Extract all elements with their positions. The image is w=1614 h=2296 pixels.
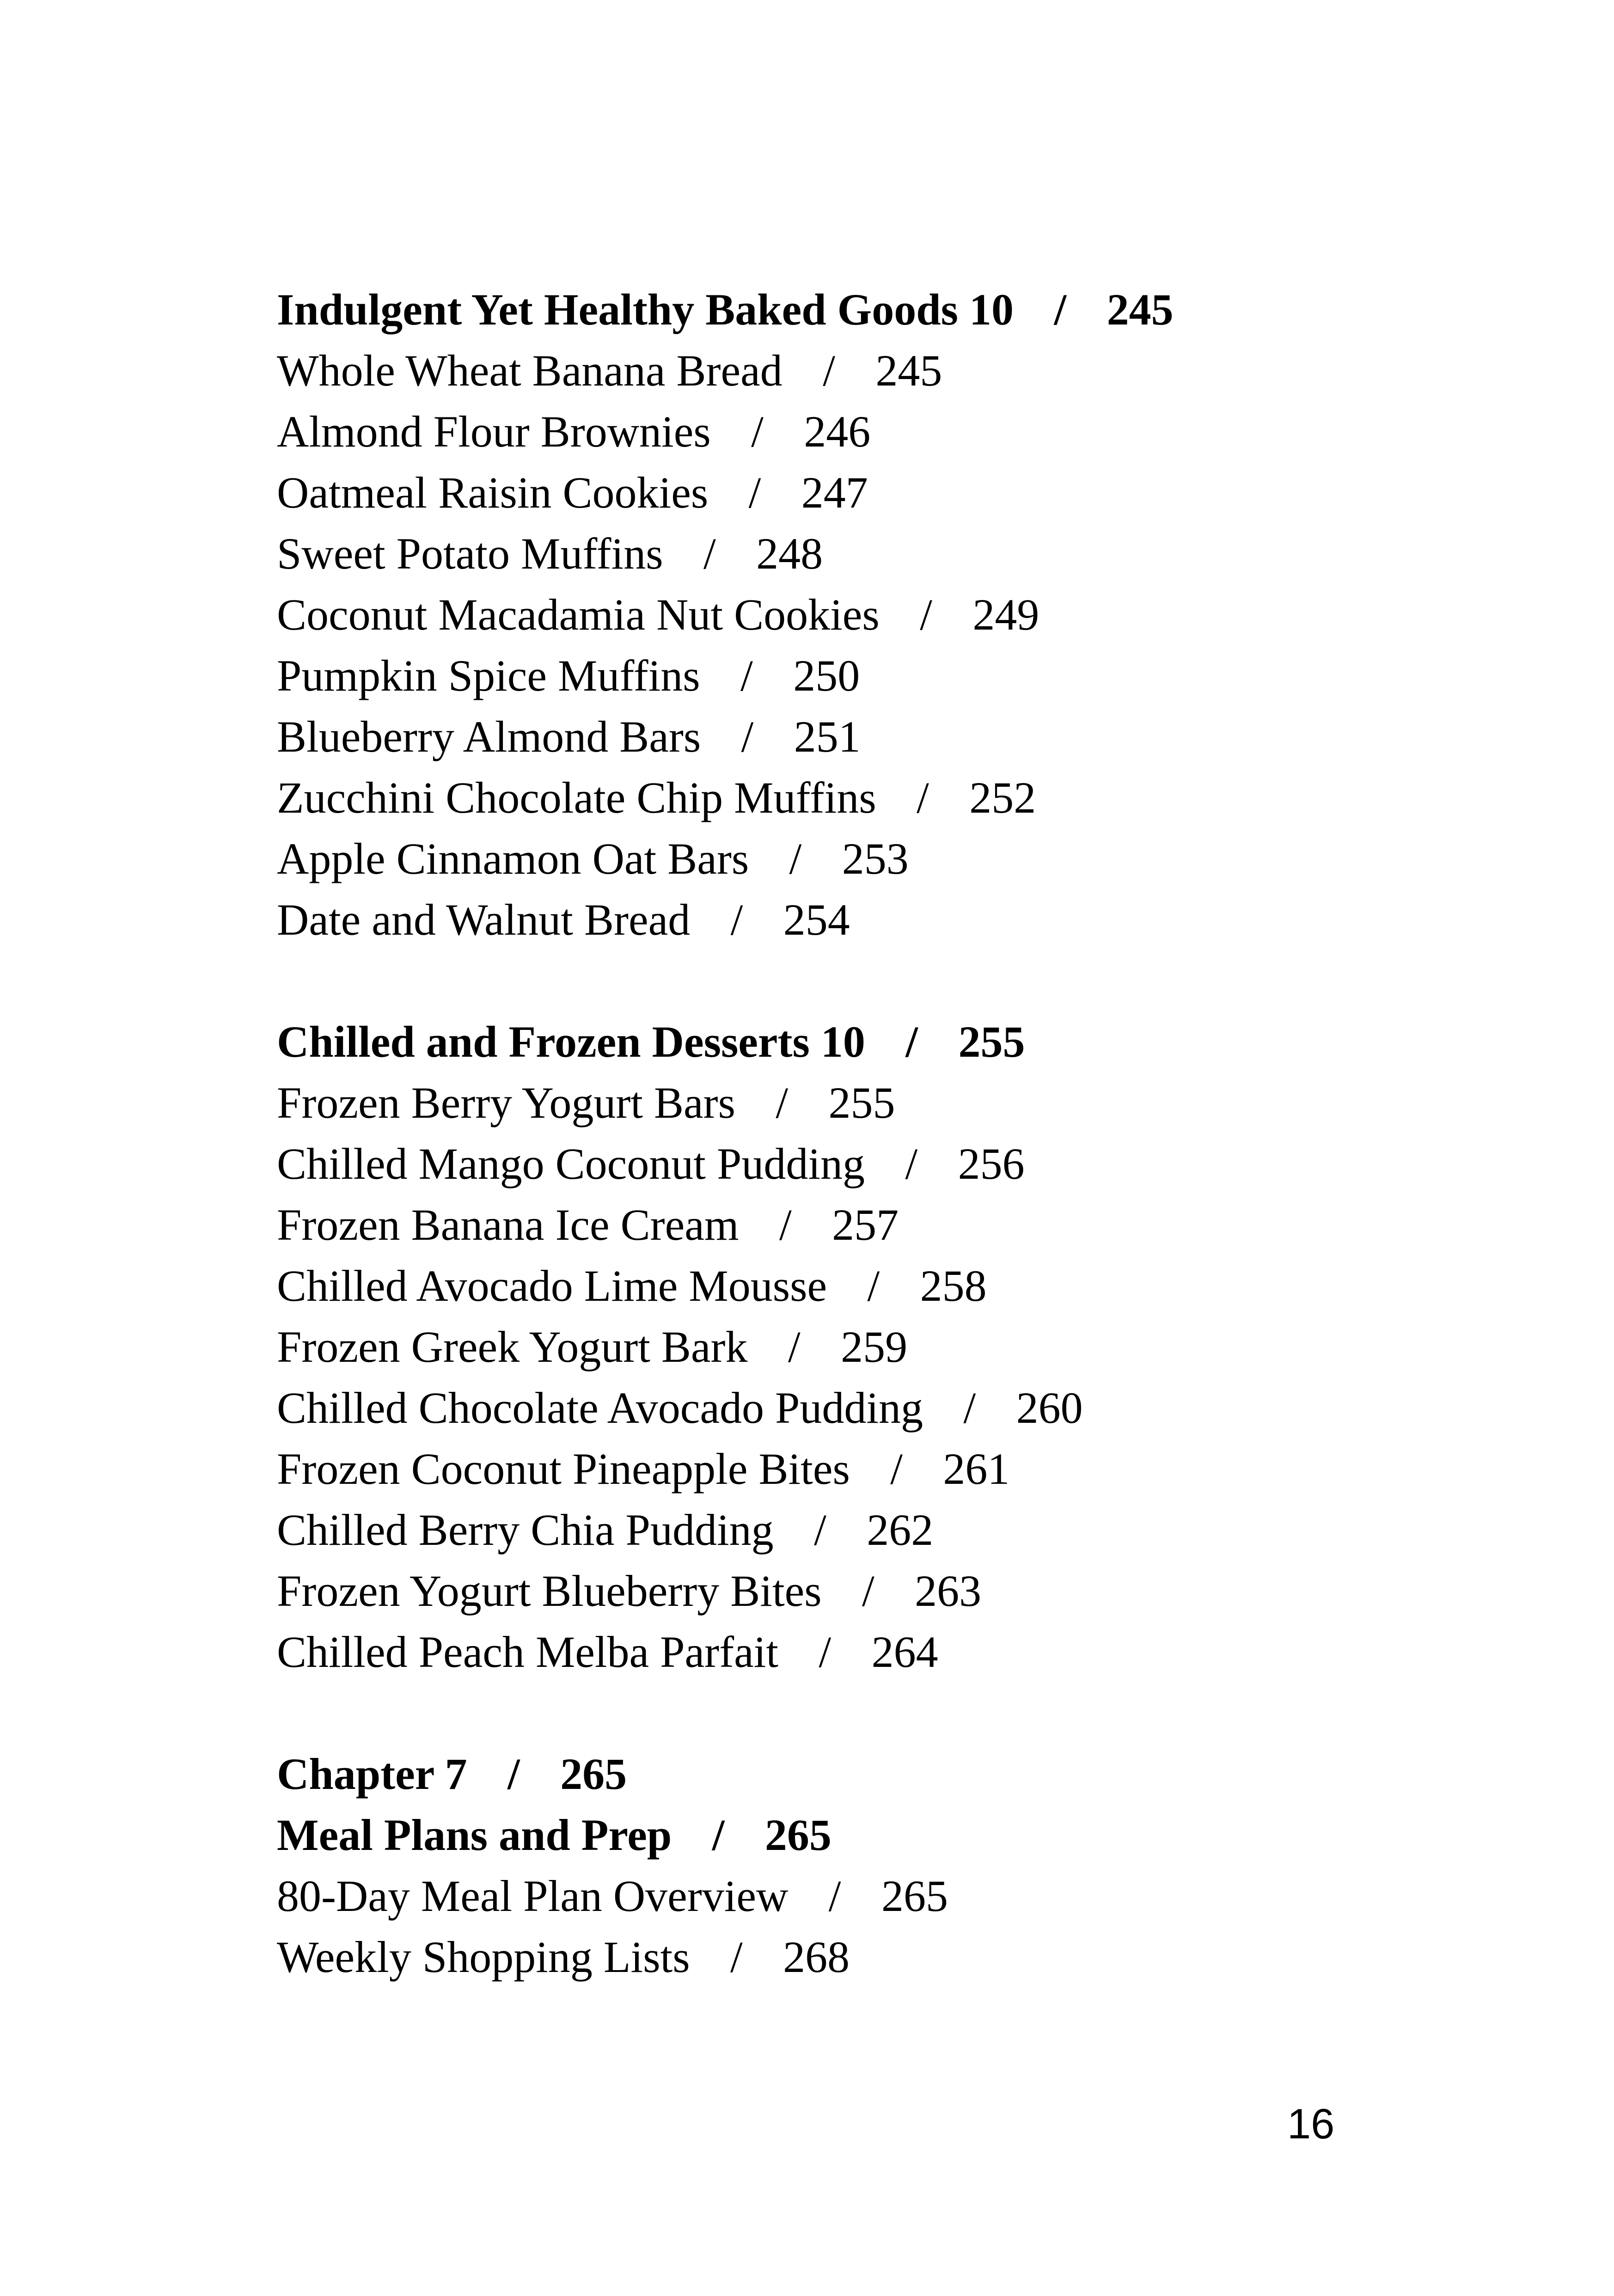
toc-entry[interactable]: Sweet Potato Muffins / 248 xyxy=(277,529,823,578)
toc-entry[interactable]: Whole Wheat Banana Bread / 245 xyxy=(277,346,942,395)
toc-entry[interactable]: Chilled Avocado Lime Mousse / 258 xyxy=(277,1261,987,1310)
toc-entry[interactable]: Chilled Peach Melba Parfait / 264 xyxy=(277,1627,938,1677)
toc-entry[interactable]: Zucchini Chocolate Chip Muffins / 252 xyxy=(277,773,1036,822)
toc-entry[interactable]: Weekly Shopping Lists / 268 xyxy=(277,1932,850,1982)
toc-entry[interactable]: Coconut Macadamia Nut Cookies / 249 xyxy=(277,590,1039,639)
section-spacer xyxy=(277,1683,1479,1744)
toc-entry[interactable]: Blueberry Almond Bars / 251 xyxy=(277,712,861,761)
section-heading[interactable]: Indulgent Yet Healthy Baked Goods 10 / 245 xyxy=(277,285,1174,334)
toc-entry[interactable]: Apple Cinnamon Oat Bars / 253 xyxy=(277,834,909,883)
toc-entry[interactable]: Date and Walnut Bread / 254 xyxy=(277,895,850,944)
toc-entry[interactable]: Chilled Chocolate Avocado Pudding / 260 xyxy=(277,1383,1083,1433)
toc-entry[interactable]: Chilled Mango Coconut Pudding / 256 xyxy=(277,1139,1025,1188)
chapter-heading[interactable]: Chapter 7 / 265 xyxy=(277,1749,627,1799)
page-number: 16 xyxy=(1287,2100,1335,2148)
toc-entry[interactable]: Chilled Berry Chia Pudding / 262 xyxy=(277,1505,934,1555)
toc-entry[interactable]: Frozen Banana Ice Cream / 257 xyxy=(277,1200,899,1249)
toc-entry[interactable]: 80-Day Meal Plan Overview / 265 xyxy=(277,1871,948,1921)
toc-entry[interactable]: Frozen Coconut Pineapple Bites / 261 xyxy=(277,1444,1010,1494)
toc-entry[interactable]: Pumpkin Spice Muffins / 250 xyxy=(277,651,860,700)
toc-entry[interactable]: Almond Flour Brownies / 246 xyxy=(277,407,871,456)
section-heading[interactable]: Chilled and Frozen Desserts 10 / 255 xyxy=(277,1017,1025,1066)
toc-entry[interactable]: Frozen Greek Yogurt Bark / 259 xyxy=(277,1322,908,1371)
table-of-contents xyxy=(277,279,1479,1988)
section-heading[interactable]: Meal Plans and Prep / 265 xyxy=(277,1810,831,1860)
toc-entry[interactable]: Frozen Berry Yogurt Bars / 255 xyxy=(277,1078,895,1127)
toc-entry[interactable]: Frozen Yogurt Blueberry Bites / 263 xyxy=(277,1566,982,1616)
section-spacer xyxy=(277,950,1479,1011)
toc-entry[interactable]: Oatmeal Raisin Cookies / 247 xyxy=(277,468,868,517)
